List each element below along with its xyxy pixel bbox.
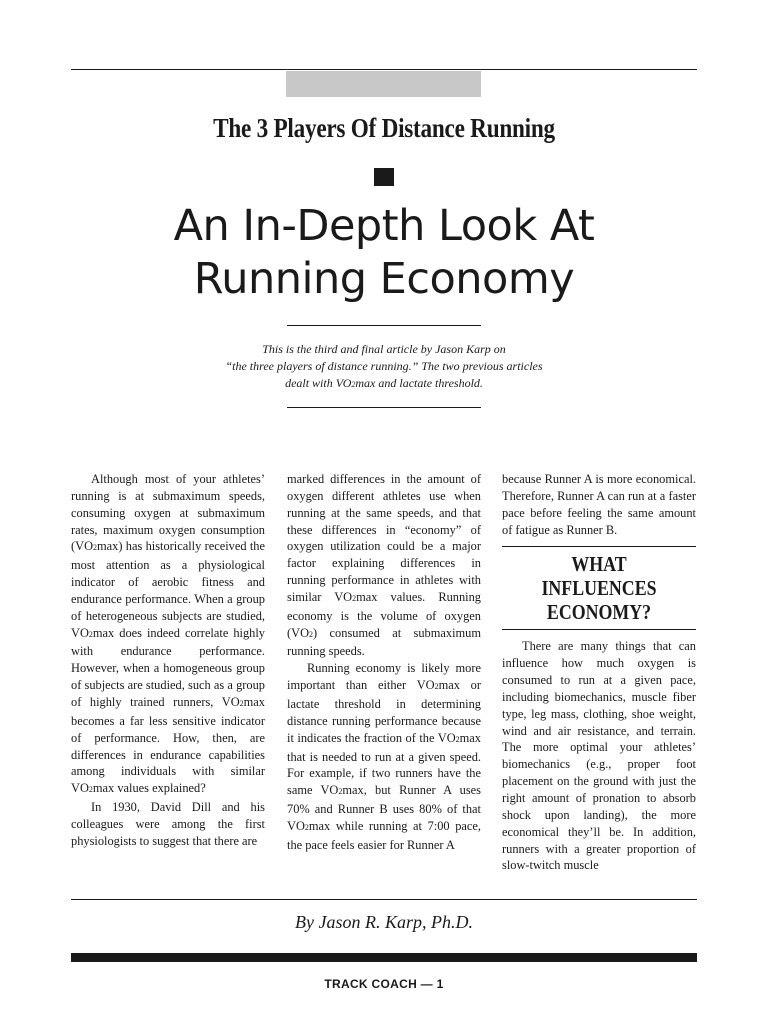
footer-thick-rule [71, 953, 697, 962]
paragraph-4: There are many things that can influence how much oxygen is consumed to run at a given pace, including biomechanics, muscle fiber type, leg mass, clothing, shoe weight, wind and air resistance, and terrain. The more optimal your athletes’ biomechanics (e.g., proper foot placement on the ground with just the right amount of pronation to absorb shock upon landing), the more economical they’ll be. In addition, runners with a greater proportion of slow-twitch muscle [502, 639, 696, 873]
intro-rule-bottom [287, 407, 481, 408]
section-heading-line1: WHAT INFLUENCES [541, 552, 657, 601]
body-column-1 [71, 471, 265, 850]
paragraph-2-start: In 1930, David Dill and his colleagues were among the first physiologists to suggest that there are [71, 800, 265, 848]
article-title-line2: Running Economy [193, 254, 575, 304]
intro-line1: This is the third and final article by Jason Karp on [262, 342, 506, 356]
body-column-2 [287, 471, 481, 854]
header-tab-bar [286, 71, 481, 97]
intro-rule-top [287, 325, 481, 326]
intro-line3: dealt with VO2max and lactate threshold. [285, 376, 483, 390]
paragraph-2-cont: marked differences in the amount of oxygen different athletes use when running at the same speeds, and that these differences in “economy” of oxygen utilization could be a major factor explaining differences in running performance in athletes with similar VO2max values. Running economy is the volume of oxygen (VO2) consumed at submaximum running speeds. [287, 472, 481, 659]
body-column-3 [502, 471, 696, 874]
intro-blurb [0, 341, 768, 393]
byline: By Jason R. Karp, Ph.D. [295, 912, 473, 932]
article-title [0, 200, 768, 306]
page-footer: TRACK COACH — 1 [324, 977, 444, 991]
paragraph-3-cont: because Runner A is more economical. Therefore, Runner A can run at a faster pace before feeling the same amount of fatigue as Runner B. [502, 472, 696, 537]
section-heading-line2: ECONOMY? [546, 600, 652, 625]
paragraph-3: Running economy is likely more important than either VO2max or lactate threshold in determining distance running performance because it indicates the fraction of the VO2max that is needed to run at a given speed. For example, if two runners have the same VO2max, but Runner A uses 70% and Runner B uses 80% of that VO2max while running at 7:00 pace, the pace feels easier for Runner A [287, 661, 481, 852]
series-title: The 3 Players Of Distance Running [213, 113, 555, 143]
section-heading [517, 552, 682, 624]
square-ornament-icon [374, 168, 394, 186]
intro-line2: “the three players of distance running.” The two previous articles [225, 359, 543, 373]
section-heading-box [502, 546, 696, 630]
paragraph-1: Although most of your athletes’ running is at submaximum speeds, consuming oxygen at submaximum rates, maximum oxygen consumption (VO2max) has historically received the most attention as a physiological indicator of aerobic fitness and endurance performance. When a group of heterogeneous subjects are studied, VO2max does indeed correlate highly with endurance performance. However, when a homogeneous group of subjects are studied, such as a group of highly trained runners, VO2max becomes a far less sensitive indicator of performance. How, then, are differences in endurance capabilities among individuals with similar VO2max values explained? [71, 472, 265, 796]
top-rule [71, 69, 697, 70]
article-title-line1: An In-Depth Look At [173, 201, 595, 251]
byline-rule [71, 899, 697, 900]
